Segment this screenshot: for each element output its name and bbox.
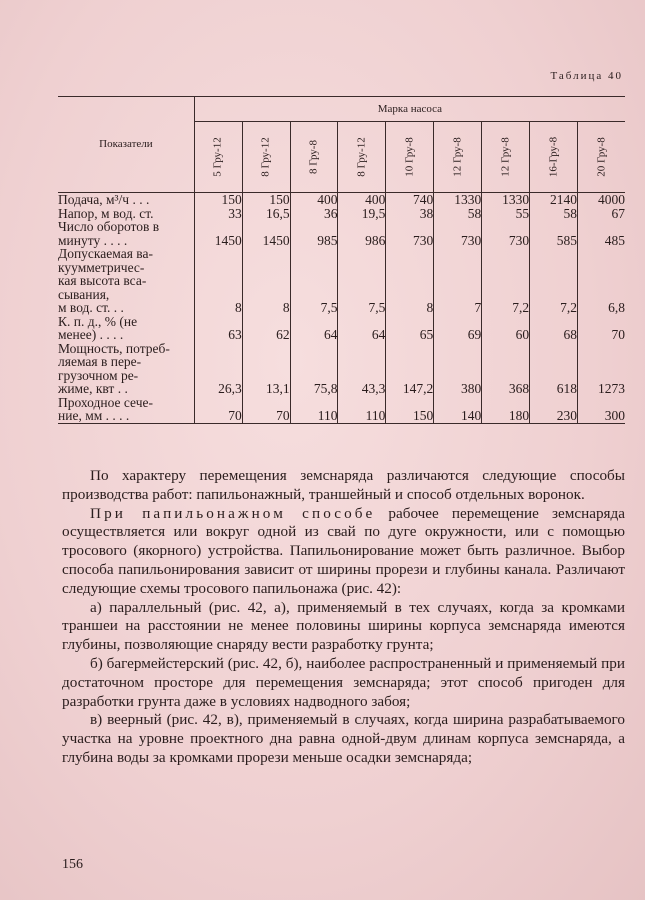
table-cell: 730 bbox=[434, 220, 482, 247]
table-cell: 65 bbox=[386, 315, 434, 342]
table-cell: 180 bbox=[482, 396, 530, 424]
table-cell: 150 bbox=[221, 192, 242, 207]
list-item-a: а) параллельный (рис. 42, а), применяемый в тех случаях, когда за кромками траншеи на расстоянии не менее половины ширины корпуса земснаряда имеются глубины, позволяющие снаряду вести разработку грунта; bbox=[62, 598, 625, 654]
pump-model-label: 10 Гру-8 bbox=[403, 137, 416, 177]
row-label: Допускаемая ва- куумметричес- кая высота вса- сывания, м вод. ст. . . bbox=[58, 247, 194, 315]
table-row bbox=[58, 247, 625, 315]
table-cell: 70 bbox=[194, 396, 242, 424]
table-row bbox=[58, 315, 625, 342]
table-cell: 986 bbox=[338, 220, 386, 247]
table-cell: 300 bbox=[578, 396, 625, 424]
table-cell: 485 bbox=[578, 220, 625, 247]
pump-brand-header: Марка насоса bbox=[194, 97, 625, 122]
table-row bbox=[58, 220, 625, 247]
table-row bbox=[58, 193, 625, 207]
table-cell: 2140 bbox=[530, 193, 578, 207]
paragraph: По характеру перемещения земснаряда различаются следующие способы производства работ: папильонажный, траншейный и способ отдельных воронок. bbox=[62, 467, 625, 503]
table-cell: 110 bbox=[338, 396, 386, 424]
table-cell: 7,2 bbox=[482, 247, 530, 315]
table-cell: 63 bbox=[228, 327, 242, 342]
table-cell: 70 bbox=[242, 396, 290, 424]
row-label: Напор, м вод. ст. bbox=[58, 207, 194, 221]
table-row bbox=[58, 207, 625, 221]
list-item-b: б) багермейстерский (рис. 42, б), наиболее распространенный и применяемый при достаточном просторе для перемещения земснаряда; этот способ пригоден для разработки грунта даже в условиях надводного забоя; bbox=[62, 654, 625, 710]
table-cell: 60 bbox=[482, 315, 530, 342]
page-number: 156 bbox=[62, 857, 83, 872]
pump-model-header bbox=[194, 122, 242, 193]
pump-model-label: 5 Гру-12 bbox=[211, 137, 224, 177]
table-cell: 8 bbox=[242, 247, 290, 315]
table-cell: 7 bbox=[434, 247, 482, 315]
table-cell: 1330 bbox=[482, 193, 530, 207]
pump-model-header bbox=[290, 122, 338, 193]
table-cell: 68 bbox=[530, 315, 578, 342]
table-cell: 730 bbox=[482, 220, 530, 247]
table-cell: 36 bbox=[290, 207, 338, 221]
table-cell: 33 bbox=[228, 205, 242, 221]
row-label: Мощность, потреб- ляемая в пере- грузочном ре- жиме, квт . . bbox=[58, 342, 194, 396]
pump-model-header bbox=[338, 122, 386, 193]
table-cell: 147,2 bbox=[386, 342, 434, 396]
table-cell: 58 bbox=[530, 207, 578, 221]
pump-model-header bbox=[386, 122, 434, 193]
table-cell: 985 bbox=[290, 220, 338, 247]
table-cell: 8 bbox=[234, 300, 242, 315]
table-cell: 16,5 bbox=[242, 207, 290, 221]
pump-model-header bbox=[578, 122, 625, 193]
table-cell: 400 bbox=[338, 193, 386, 207]
row-label: Проходное сече- ние, мм . . . . bbox=[58, 396, 194, 424]
table-cell: 67 bbox=[578, 207, 625, 221]
table-row bbox=[58, 342, 625, 396]
indicators-header: Показатели bbox=[58, 97, 194, 193]
list-item-c: в) веерный (рис. 42, в), применяемый в случаях, когда ширина разрабатываемого участка на уровне проектного дна равна одной-двум длинам корпуса земснаряда, а глубина воды за кромками прорези меньше осадки земснаряда; bbox=[62, 711, 625, 766]
table-cell: 70 bbox=[578, 315, 625, 342]
table-cell: 43,3 bbox=[338, 342, 386, 396]
table-cell: 585 bbox=[530, 220, 578, 247]
table-cell: 6,8 bbox=[578, 247, 625, 315]
table-cell: 58 bbox=[434, 207, 482, 221]
table-cell: 4000 bbox=[578, 193, 625, 207]
table-row bbox=[58, 396, 625, 424]
emphasized-term: При папильонажном способе bbox=[90, 504, 376, 522]
row-label: Подача, м³/ч . . . bbox=[58, 193, 194, 207]
table-cell: 69 bbox=[434, 315, 482, 342]
table-cell: 7,5 bbox=[290, 247, 338, 315]
pump-model-label: 12 Гру-8 bbox=[499, 137, 512, 177]
table-cell: 618 bbox=[530, 342, 578, 396]
table-cell: 7,2 bbox=[530, 247, 578, 315]
table-cell: 64 bbox=[290, 315, 338, 342]
table-cell: 8 bbox=[386, 247, 434, 315]
pump-model-label: 12 Гру-8 bbox=[451, 137, 464, 177]
table-cell: 1273 bbox=[578, 342, 625, 396]
table-cell: 380 bbox=[434, 342, 482, 396]
table-cell: 55 bbox=[482, 207, 530, 221]
table-cell: 110 bbox=[290, 396, 338, 424]
table-cell: 7,5 bbox=[338, 247, 386, 315]
table-cell: 368 bbox=[482, 342, 530, 396]
pump-model-label: 16-Гру-8 bbox=[547, 136, 560, 178]
table-cell: 1450 bbox=[242, 220, 290, 247]
table-cell: 62 bbox=[242, 315, 290, 342]
table-cell: 230 bbox=[530, 396, 578, 424]
table-cell: 26,3 bbox=[218, 381, 242, 396]
table-cell: 150 bbox=[386, 396, 434, 424]
pump-model-label: 20 Гру-8 bbox=[595, 137, 607, 177]
table-cell: 13,1 bbox=[242, 342, 290, 396]
paragraph bbox=[62, 505, 625, 599]
table-cell: 1450 bbox=[214, 232, 242, 248]
table-cell: 19,5 bbox=[338, 207, 386, 221]
pump-model-header bbox=[242, 122, 290, 193]
pump-model-label: 8 Гру-12 bbox=[259, 137, 272, 177]
table-cell: 740 bbox=[386, 193, 434, 207]
table-cell: 150 bbox=[242, 193, 290, 207]
pump-model-header bbox=[530, 122, 578, 193]
table-cell: 1330 bbox=[434, 193, 482, 207]
table-caption: Таблица 40 bbox=[550, 70, 623, 82]
table-cell: 75,8 bbox=[290, 342, 338, 396]
pump-model-header bbox=[482, 122, 530, 193]
table-cell: 730 bbox=[386, 220, 434, 247]
table-cell: 64 bbox=[338, 315, 386, 342]
pump-specs-table bbox=[58, 96, 625, 424]
pump-model-label: 8 Гру-8 bbox=[307, 140, 320, 174]
body-text bbox=[62, 467, 625, 768]
pump-model-label: 8 Гру-12 bbox=[355, 137, 368, 177]
pump-model-header bbox=[434, 122, 482, 193]
row-label: К. п. д., % (не менее) . . . . bbox=[58, 315, 194, 342]
paragraph-text: рабочее перемещение земснаряда осуществляется или вокруг одной из свай по дуге окружности, или с помощью тросового (якорного) устройства. Папильонирование может быть различное. Выбор способа папильонирования зависит от ширины прорези и глубины канала. Различают следующие схемы тросового папильонажа (рис. 42): bbox=[62, 504, 625, 597]
row-label: Число оборотов в минуту . . . . bbox=[58, 220, 194, 247]
table-cell: 140 bbox=[434, 396, 482, 424]
table-cell: 400 bbox=[290, 193, 338, 207]
table-cell: 38 bbox=[386, 207, 434, 221]
